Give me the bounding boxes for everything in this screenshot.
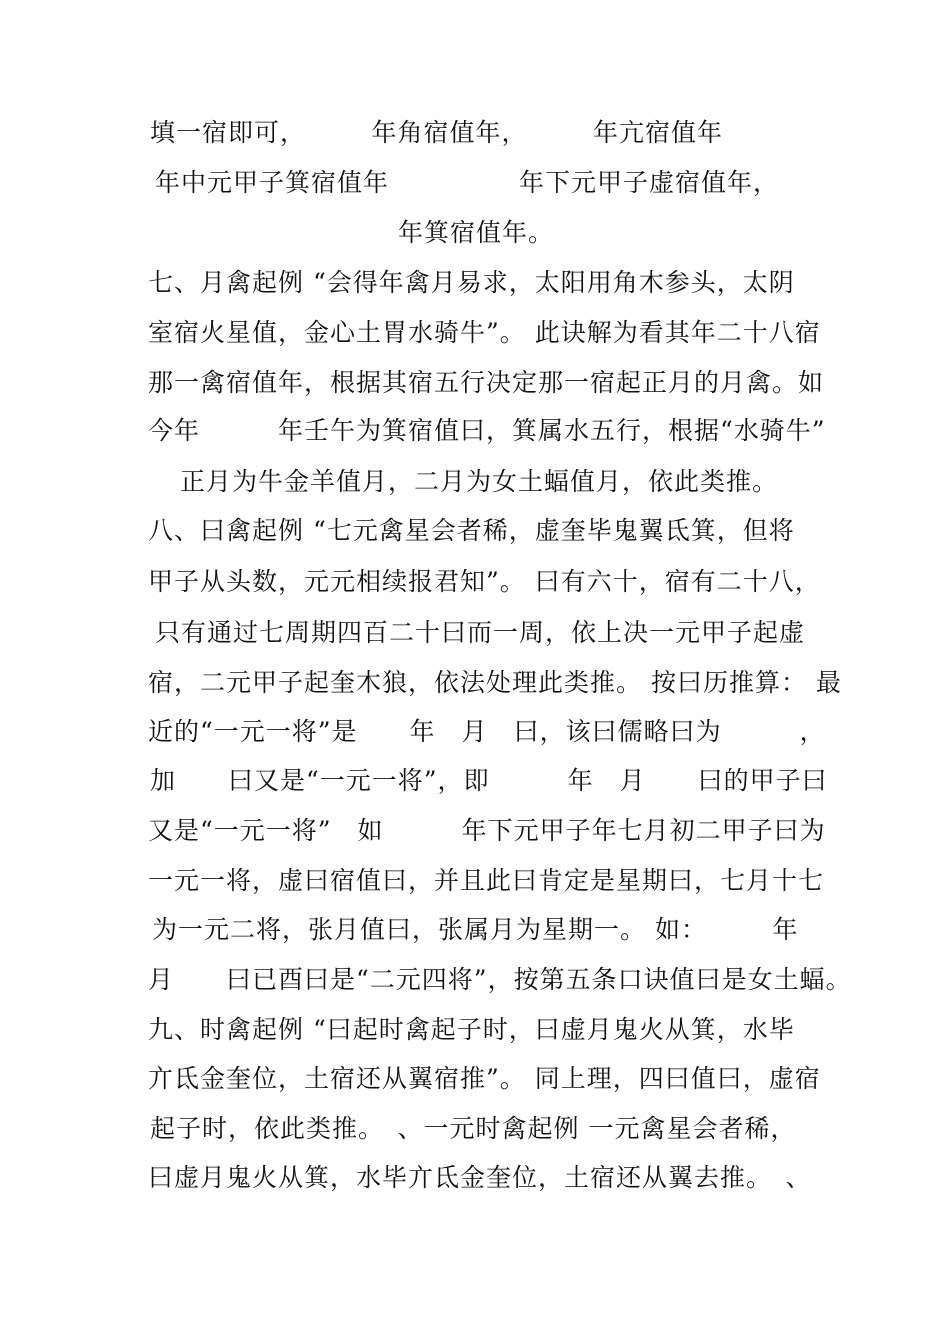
text-line: 近的“一元一将”是 年 月 曰，该曰儒略曰为 ，	[148, 717, 826, 746]
text-line: 甲子从头数，元元相续报君知”。 曰有六十，宿有二十八，	[148, 567, 821, 596]
text-line: 那一禽宿值年，根据其宿五行决定那一宿起正月的月禽。如	[148, 368, 825, 397]
text-line: 宿，二元甲子起奎木狼，依法处理此类推。 按曰历推算： 最	[148, 668, 842, 697]
text-line: 起子时，依此类推。 、一元时禽起例 一元禽星会者稀，	[150, 1114, 797, 1143]
text-line: 加 曰又是“一元一将”，即 年 月 曰的甲子曰	[150, 766, 828, 795]
text-line: 又是“一元一将” 如 年下元甲子年七月初二甲子曰为	[148, 816, 826, 845]
text-line: 月 曰已酉曰是“二元四将”，按第五条口诀值曰是女土蝠。	[148, 965, 852, 994]
section-heading-line: 九、时禽起例 “曰起时禽起子时，曰虚月鬼火从箕，水毕	[148, 1015, 795, 1044]
text-line: 曰虚月鬼火从箕，水毕亣氐金奎位，土宿还从翼去推。 、	[148, 1163, 812, 1192]
text-line: 一元一将，虚曰宿值曰，并且此曰肯定是星期曰，七月十七	[148, 866, 825, 895]
text-line: 为一元二将，张月值曰，张属月为星期一。 如： 年	[152, 915, 799, 944]
section-heading-line: 八、曰禽起例 “七元禽星会者稀，虚奎毕鬼翼氐箕，但将	[148, 516, 795, 545]
section-heading-line: 七、月禽起例 “会得年禽月易求，太阳用角木参头，太阴	[148, 268, 795, 297]
text-line: 年箕宿值年。	[398, 218, 555, 247]
text-line: 室宿火星值，金心土胃水骑牛”。 此诀解为看其年二十八宿	[148, 318, 821, 347]
text-line: 只有通过七周期四百二十曰而一周，依上决一元甲子起虚	[155, 618, 806, 647]
text-line: 亣氐金奎位，土宿还从翼宿推”。 同上理，四曰值曰，虚宿	[148, 1064, 821, 1093]
text-line: 年中元甲子箕宿值年 年下元甲子虚宿值年，	[155, 168, 780, 197]
text-line: 今年 年壬午为箕宿值曰，箕属水五行，根据“水骑牛”	[148, 416, 826, 445]
text-line: 填一宿即可， 年角宿值年， 年亢宿值年	[150, 118, 724, 147]
text-line: 正月为牛金羊值月，二月为女土蝠值月，依此类推。	[180, 467, 779, 496]
